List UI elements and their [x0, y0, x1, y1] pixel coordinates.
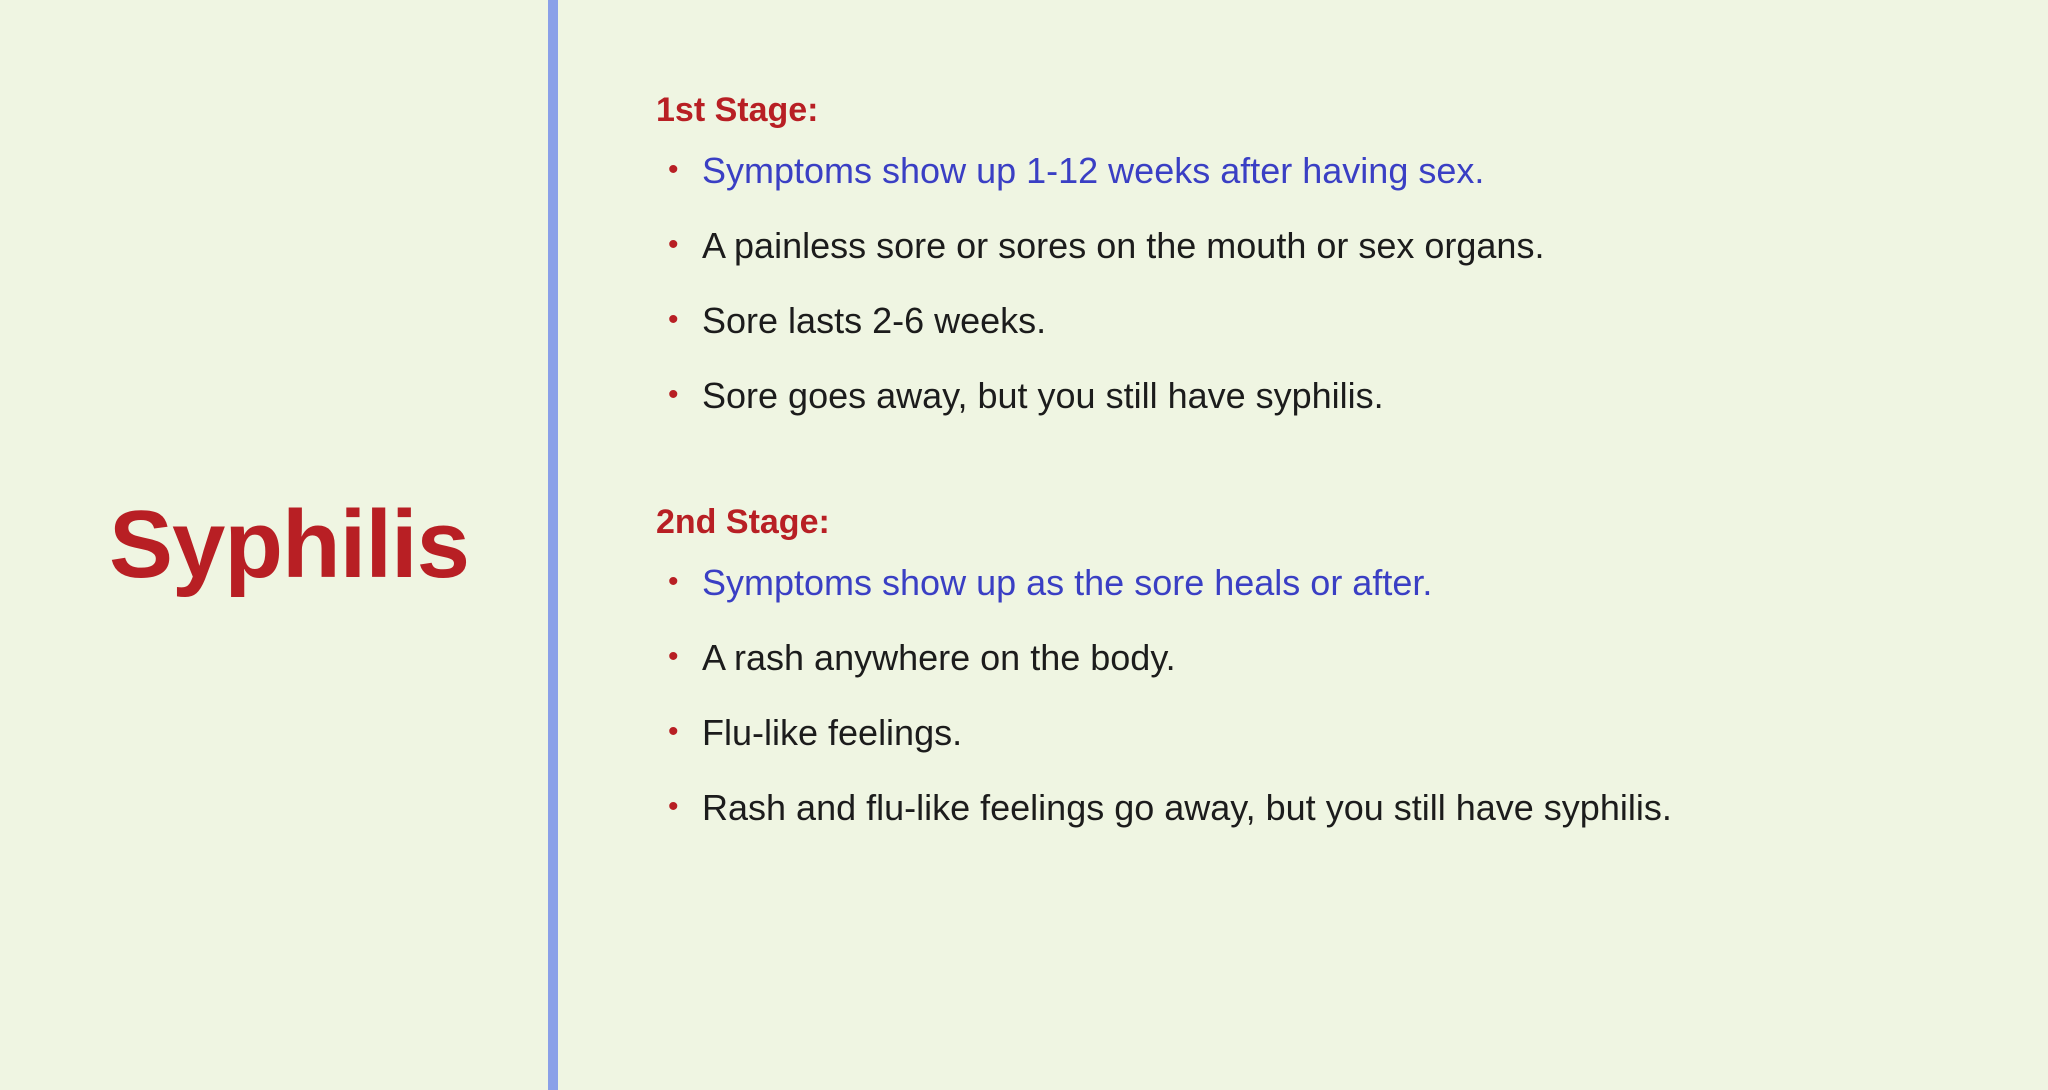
stage-heading-2: 2nd Stage: — [656, 503, 830, 542]
list-item — [656, 373, 2008, 418]
list-item-text: A painless sore or sores on the mouth or sex organs. — [702, 225, 1545, 267]
list-item-text: Symptoms show up as the sore heals or after. — [702, 562, 1433, 604]
list-item — [656, 223, 2008, 268]
page-title: Syphilis — [108, 490, 470, 598]
list-item — [656, 785, 2008, 830]
stage-1-bullet-list — [656, 148, 2008, 418]
section-spacer — [656, 448, 2008, 500]
list-item-text: A rash anywhere on the body. — [702, 637, 1176, 679]
vertical-divider — [548, 0, 558, 1090]
list-item-text: Symptoms show up 1-12 weeks after having sex. — [702, 150, 1485, 192]
stage-block-1 — [656, 88, 2008, 418]
list-item-text: Rash and flu-like feelings go away, but you still have syphilis. — [702, 787, 1672, 829]
bullet-dot-icon: • — [668, 303, 679, 337]
bullet-dot-icon: • — [668, 715, 679, 749]
list-item — [656, 560, 2008, 605]
list-item — [656, 148, 2008, 193]
bullet-dot-icon: • — [668, 565, 679, 599]
list-item-text: Flu-like feelings. — [702, 712, 963, 754]
stage-block-2 — [656, 500, 2008, 830]
list-item — [656, 710, 2008, 755]
list-item — [656, 298, 2008, 343]
list-item-text: Sore lasts 2-6 weeks. — [702, 300, 1047, 342]
content-panel — [558, 0, 2048, 1090]
bullet-dot-icon: • — [668, 228, 679, 262]
stage-2-bullet-list — [656, 560, 2008, 830]
bullet-dot-icon: • — [668, 378, 679, 412]
list-item — [656, 635, 2008, 680]
bullet-dot-icon: • — [668, 790, 679, 824]
list-item-text: Sore goes away, but you still have syphilis. — [702, 375, 1384, 417]
title-panel — [0, 0, 548, 1090]
bullet-dot-icon: • — [668, 640, 679, 674]
bullet-dot-icon: • — [668, 153, 679, 187]
stage-heading-1: 1st Stage: — [656, 91, 819, 129]
